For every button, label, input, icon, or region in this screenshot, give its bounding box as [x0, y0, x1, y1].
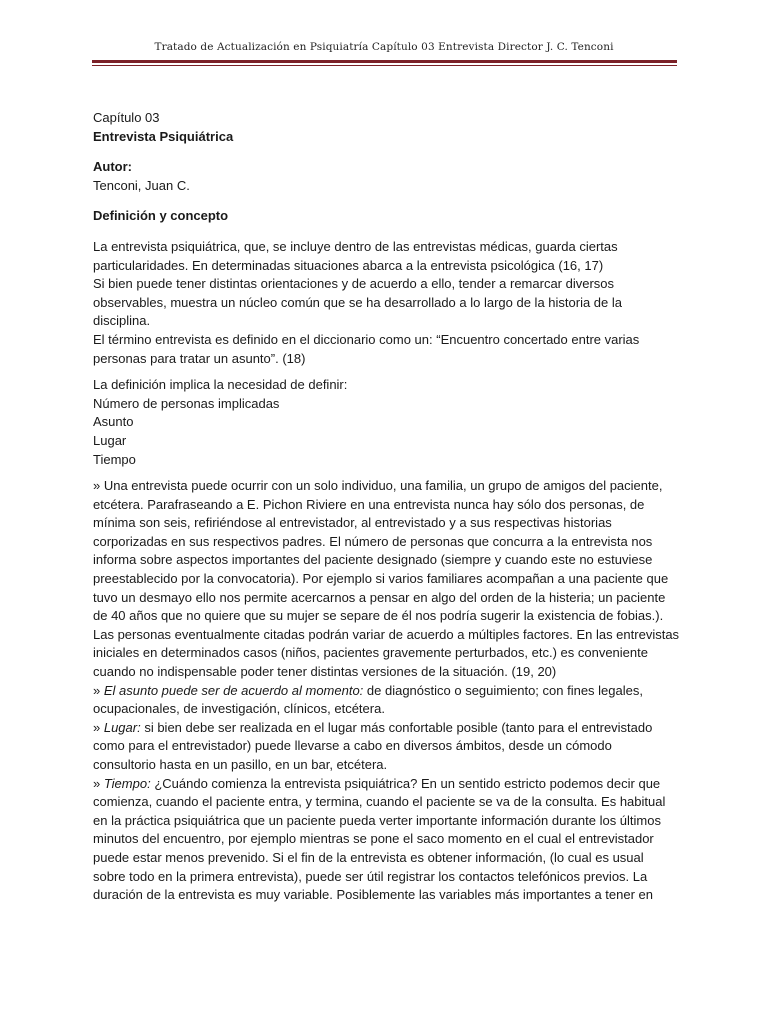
text-line: informa sobre aspectos importantes del paciente designado (siempre y cuando este no estuviese: [93, 552, 653, 568]
text-line: consultorio hasta en un pasillo, en un bar, etcétera.: [93, 757, 388, 772]
text-line: minutos del encuentro, por ejemplo mientras se pone el saco momento en el cual el entrevistador: [93, 831, 654, 847]
text-line: » Una entrevista puede ocurrir con un solo individuo, una familia, un grupo de amigos del paciente,: [93, 478, 663, 494]
text-line: duración de la entrevista es muy variable. Posiblemente las variables más importantes a tener en: [93, 887, 654, 903]
text-line: [93, 719, 683, 738]
asunto-text: de diagnóstico o seguimiento; con fines legales,: [363, 682, 643, 698]
list-item: Tiempo: [93, 451, 136, 467]
text-line: en la práctica psiquiátrica que un paciente pueda verter importante información durante los últimos: [93, 812, 661, 828]
text-line: Las personas eventualmente citadas podrán variar de acuerdo a múltiples factores. En las entrevistas: [93, 626, 680, 642]
asunto-heading: El asunto puede ser de acuerdo al momento:: [103, 682, 364, 698]
definition-list: [93, 376, 683, 469]
text-line: [93, 775, 683, 794]
lugar-paragraph: [93, 719, 683, 775]
text-line: [93, 682, 683, 701]
text-line: cuando no indispensable poder tener distintas versiones de la situación. (19, 20): [93, 664, 557, 680]
text-line: comienza, cuando el paciente entra, y termina, cuando el paciente se va de la consulta. Es habitual: [93, 794, 666, 810]
chapter-title: Entrevista Psiquiátrica: [93, 128, 234, 144]
document-body: [93, 109, 683, 905]
bullet-marker: »: [93, 775, 104, 791]
text-line: disciplina.: [93, 313, 151, 329]
text-line: puede estar menos prevenido. Si el fin de la entrevista es obtener información, (lo cual es usual: [93, 849, 644, 865]
list-item: Asunto: [93, 414, 134, 430]
author-label: Autor:: [93, 159, 132, 175]
text-line: sobre todo en la primera entrevista), puede ser útil registrar los contactos telefónicos previos. La: [93, 868, 648, 884]
header-rule-thin: [92, 65, 677, 66]
intro-paragraph: [93, 238, 683, 368]
lugar-heading: Lugar:: [103, 719, 141, 735]
text-line: como para el entrevistador) puede llevarse a cabo en diversos ámbitos, desde un cómodo: [93, 738, 612, 754]
personas-paragraph: [93, 477, 683, 682]
text-line: ocupacionales, de investigación, clínicos, etcétera.: [93, 701, 385, 717]
text-line: Si bien puede tener distintas orientaciones y de acuerdo a ello, tender a remarcar diversos: [93, 276, 615, 292]
text-line: iniciales en determinados casos (niños, pacientes gravemente perturbados, etc.) es conveniente: [93, 645, 648, 661]
author-name: Tenconi, Juan C.: [93, 177, 190, 193]
text-line: de 40 años que no quiere que su mujer se separe de él nos podría sugerir la existencia de fobias.).: [93, 608, 664, 624]
tiempo-heading: Tiempo:: [103, 775, 151, 791]
lugar-text: si bien debe ser realizada en el lugar más confortable posible (tanto para el entrevistado: [140, 719, 653, 735]
text-line: etcétera. Parafraseando a E. Pichon Riviere en una entrevista nunca hay sólo dos personas, de: [93, 496, 645, 512]
list-item: Número de personas implicadas: [93, 395, 280, 411]
chapter-number: Capítulo 03: [93, 110, 160, 125]
list-item: Lugar: [93, 432, 127, 448]
text-line: La entrevista psiquiátrica, que, se incluye dentro de las entrevistas médicas, guarda ciertas: [93, 238, 618, 254]
header-rule-thick: [92, 60, 677, 63]
definition-lead: La definición implica la necesidad de definir:: [93, 377, 348, 393]
text-line: mínima son seis, refiriéndose al entrevistador, al entrevistado y a sus respectivas historias: [93, 515, 612, 531]
text-line: preestablecido por la convocatoria). Por ejemplo si varios familiares acompañan a una paciente que: [93, 571, 669, 587]
text-line: observables, muestra un núcleo común que se ha desarrollado a lo largo de la historia de la: [93, 294, 622, 310]
text-line: El término entrevista es definido en el diccionario como un: “Encuentro concertado entre varias: [93, 331, 640, 347]
text-line: particularidades. En determinadas situaciones abarca a la entrevista psicológica (16, 17): [93, 257, 604, 273]
asunto-paragraph: [93, 682, 683, 719]
running-header: Tratado de Actualización en Psiquiatría Capítulo 03 Entrevista Director J. C. Tenconi: [154, 41, 614, 53]
text-line: personas para tratar un asunto”. (18): [93, 350, 306, 366]
text-line: corporizadas en sus respectivos padres. El número de personas que concurra a la entrevista nos: [93, 533, 653, 549]
bullet-marker: »: [93, 719, 104, 735]
section-title: Definición y concepto: [93, 208, 229, 224]
tiempo-paragraph: [93, 775, 683, 905]
tiempo-text: ¿Cuándo comienza la entrevista psiquiátrica? En un sentido estricto podemos decir que: [150, 775, 661, 791]
bullet-marker: »: [93, 682, 104, 698]
text-line: tuvo un desmayo ello nos permite acercarnos a pensar en algo del orden de la histeria; un paciente: [93, 589, 666, 605]
